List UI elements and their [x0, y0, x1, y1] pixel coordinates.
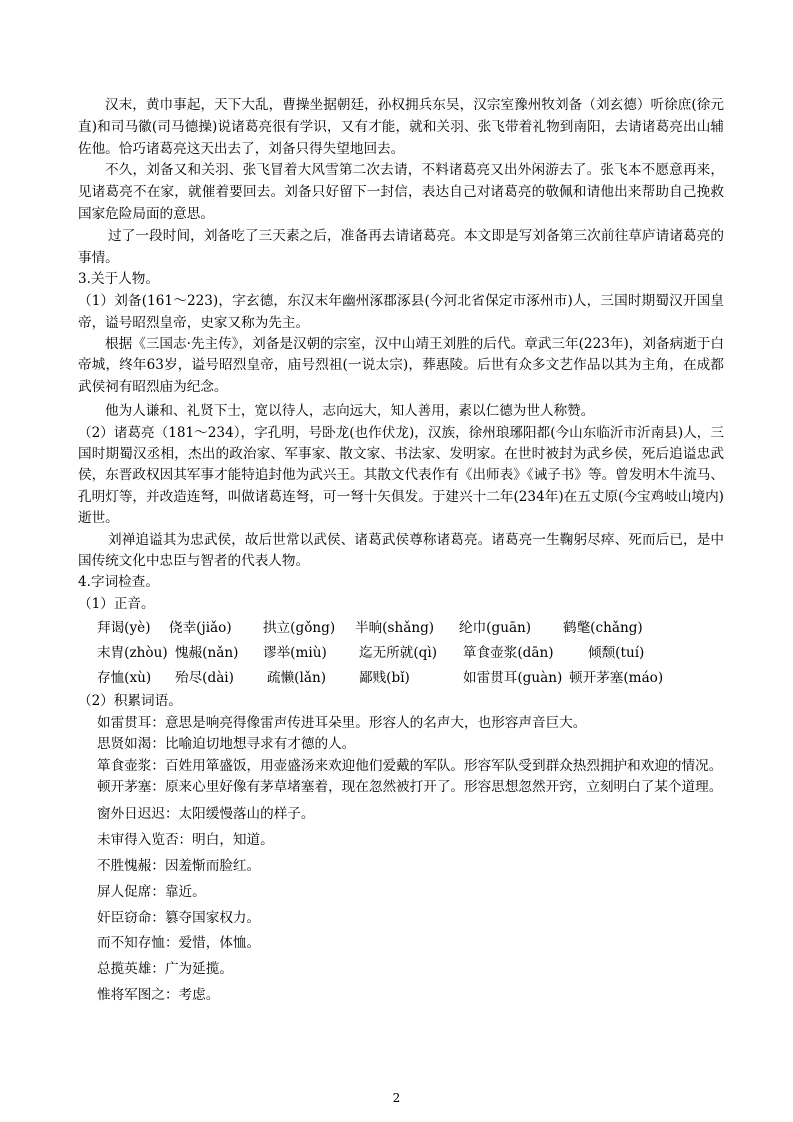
page-number: 2: [392, 1091, 401, 1105]
idiom-definition: 思贤如渴：比喻迫切地想寻求有才德的人。: [97, 736, 356, 753]
pronunciation-item: 愧赧(nǎn): [175, 645, 239, 662]
pronunciation-item: 存恤(xù): [97, 670, 152, 687]
idiom-definition: 箪食壶浆：百姓用箪盛饭，用壶盛汤来欢迎他们爱戴的军队。形容军队受到群众热烈拥护和欢迎的情况。: [97, 757, 723, 774]
paragraph-background-3: 过了一段时间，刘备吃了三天素之后，准备再去请诸葛亮。本文即是写刘备第三次前往草庐请诸葛亮的事情。: [78, 227, 724, 266]
paragraph-background-1: 汉末，黄巾事起，天下大乱，曹操坐据朝廷，孙权拥兵东吴，汉宗室豫州牧刘备（刘玄德）听徐庶(徐元直)和司马徽(司马德操)说诸葛亮很有学识，又有才能，就和关羽、张飞带着礼物到南阳，去请诸葛亮出山辅佐他。恰巧诸葛亮这天出去了，刘备只得失望地回去。: [78, 97, 724, 157]
pronunciation-item: 殆尽(dài): [175, 670, 234, 687]
word-gloss: 窗外日迟迟：太阳缓慢落山的样子。: [97, 806, 315, 823]
word-gloss: 总揽英雄：广为延揽。: [97, 961, 233, 978]
word-gloss: 而不知存恤：爱惜，体恤。: [97, 935, 261, 952]
word-gloss: 屏人促席：靠近。: [97, 883, 206, 900]
idiom-definition: 如雷贯耳：意思是响亮得像雷声传进耳朵里。形容人的名声大，也形容声音巨大。: [97, 714, 587, 731]
word-glosses: [78, 802, 724, 1008]
section-heading-vocabulary-check: 4.字词检查。: [78, 574, 159, 591]
word-gloss: 惟将军图之：考虑。: [97, 987, 220, 1004]
zhuge-legacy: 刘禅追谥其为忠武侯，故后世常以武侯、诸葛武侯尊称诸葛亮。诸葛亮一生鞠躬尽瘁、死而后已，是中国传统文化中忠臣与智者的代表人物。: [78, 531, 724, 570]
liubei-detail: 根据《三国志·先主传》，刘备是汉朝的宗室，汉中山靖王刘胜的后代。章武三年(223年)，刘备病逝于白帝城，终年63岁，谥号昭烈皇帝，庙号烈祖(一说太宗)，葬惠陵。后世有众多文艺作品以其为主角，在成都武侯祠有昭烈庙为纪念。: [78, 335, 724, 395]
liubei-intro: （1）刘备(161～223)，字玄德，东汉末年幽州涿郡涿县(今河北省保定市涿州市)人，三国时期蜀汉开国皇帝，谥号昭烈皇帝，史家又称为先主。: [78, 293, 724, 331]
pronunciation-row: [97, 666, 724, 691]
pronunciation-item: 拜谒(yè): [97, 620, 151, 637]
pronunciation-item: 末胄(zhòu): [97, 645, 168, 662]
pronunciation-heading: （1）正音。: [78, 596, 155, 613]
word-gloss: 未审得入览否：明白，知道。: [97, 832, 274, 849]
pronunciation-grid: [78, 616, 724, 691]
pronunciation-item: 谬举(miù): [263, 645, 327, 662]
word-gloss: 不胜愧赧：因羞惭而脸红。: [97, 858, 261, 875]
section-heading-characters: 3.关于人物。: [78, 271, 159, 288]
word-gloss: 奸臣窃命：篡夺国家权力。: [97, 909, 261, 926]
idiom-definitions: [78, 713, 724, 799]
pronunciation-item: 拱立(gǒng): [263, 620, 336, 637]
pronunciation-row: [97, 641, 724, 666]
pronunciation-item: 侥幸(jiǎo): [169, 620, 232, 637]
pronunciation-item: 疏懒(lǎn): [267, 670, 327, 687]
pronunciation-item: 迄无所就(qì): [359, 645, 438, 662]
pronunciation-item: 箪食壶浆(dān): [463, 645, 554, 662]
pronunciation-item: 鹤氅(chǎng): [563, 620, 643, 637]
zhuge-intro: （2）诸葛亮（181～234），字孔明，号卧龙(也作伏龙)，汉族，徐州琅琊阳都(今山东临沂市沂南县)人，三国时期蜀汉丞相，杰出的政治家、军事家、散文家、书法家、发明家。在世时被封为武乡侯，死后追谥忠武侯，东晋政权因其军事才能特追封他为武兴王。其散文代表作有《出师表》《诫子书》等。曾发明木牛流马、孔明灯等，并改造连弩，叫做诸葛连弩，可一弩十矢俱发。于建兴十二年(234年)在五丈原(今宝鸡岐山境内)逝世。: [78, 424, 724, 527]
liubei-character: 他为人谦和、礼贤下士，宽以待人，志向远大，知人善用，素以仁德为世人称赞。: [105, 403, 595, 420]
pronunciation-item: 纶巾(guān): [459, 620, 532, 637]
pronunciation-item: 如雷贯耳(guàn): [463, 670, 563, 687]
idiom-definition: 顿开茅塞：原来心里好像有茅草堵塞着，现在忽然被打开了。形容思想忽然开窍，立刻明白了某个道理。: [97, 779, 723, 796]
pronunciation-row: [97, 616, 724, 641]
vocabulary-heading: （2）积累词语。: [78, 693, 182, 710]
pronunciation-item: 半晌(shǎng): [355, 620, 435, 637]
document-body: [78, 95, 724, 1009]
paragraph-background-2: 不久，刘备又和关羽、张飞冒着大风雪第二次去请，不料诸葛亮又出外闲游去了。张飞本不愿意再来，见诸葛亮不在家，就催着要回去。刘备只好留下一封信，表达自己对诸葛亮的敬佩和请他出来帮助自己挽救国家危险局面的意思。: [78, 162, 724, 222]
pronunciation-item: 顿开茅塞(máo): [569, 670, 664, 687]
pronunciation-item: 倾颓(tuí): [588, 645, 645, 662]
pronunciation-item: 鄙贱(bǐ): [359, 670, 410, 687]
